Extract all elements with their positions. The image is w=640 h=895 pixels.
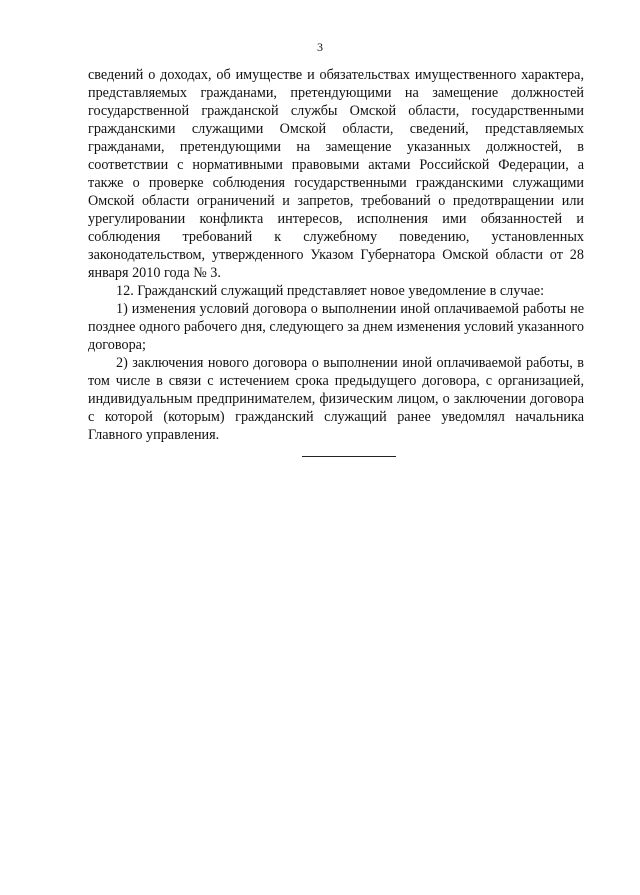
- paragraph-continuation: сведений о доходах, об имуществе и обязательствах имущественного характера, представляемых гражданами, претендующими на замещение должностей государственной гражданской службы Омской области, государственными гражданскими служащими Омской области, сведений, представляемых гражданами, претендующими на замещение указанных должностей, в соответствии с нормативными правовыми актами Российской Федерации, а также о проверке соблюдения государственными гражданскими служащими Омской области ограничений и запретов, требований о предотвращении или урегулировании конфликта интересов, исполнения ими обязанностей и соблюдения требований к служебному поведению, установленных законодательством, утвержденного Указом Губернатора Омской области от 28 января 2010 года № 3.: [88, 67, 584, 281]
- page-number: 3: [317, 40, 323, 54]
- paragraph-item-12: 12. Гражданский служащий представляет новое уведомление в случае:: [116, 283, 545, 299]
- paragraph-subitem-1: 1) изменения условий договора о выполнении иной оплачиваемой работы не позднее одного рабочего дня, следующего за днем изменения условий указанного договора;: [88, 301, 584, 353]
- body-text: [88, 66, 584, 444]
- paragraph-subitem-2: 2) заключения нового договора о выполнении иной оплачиваемой работы, в том числе в связи с истечением срока предыдущего договора, с организацией, индивидуальным предпринимателем, физическим лицом, о заключении договора с которой (которым) гражданский служащий ранее уведомлял начальника Главного управления.: [88, 355, 584, 443]
- end-divider-line: [302, 456, 396, 457]
